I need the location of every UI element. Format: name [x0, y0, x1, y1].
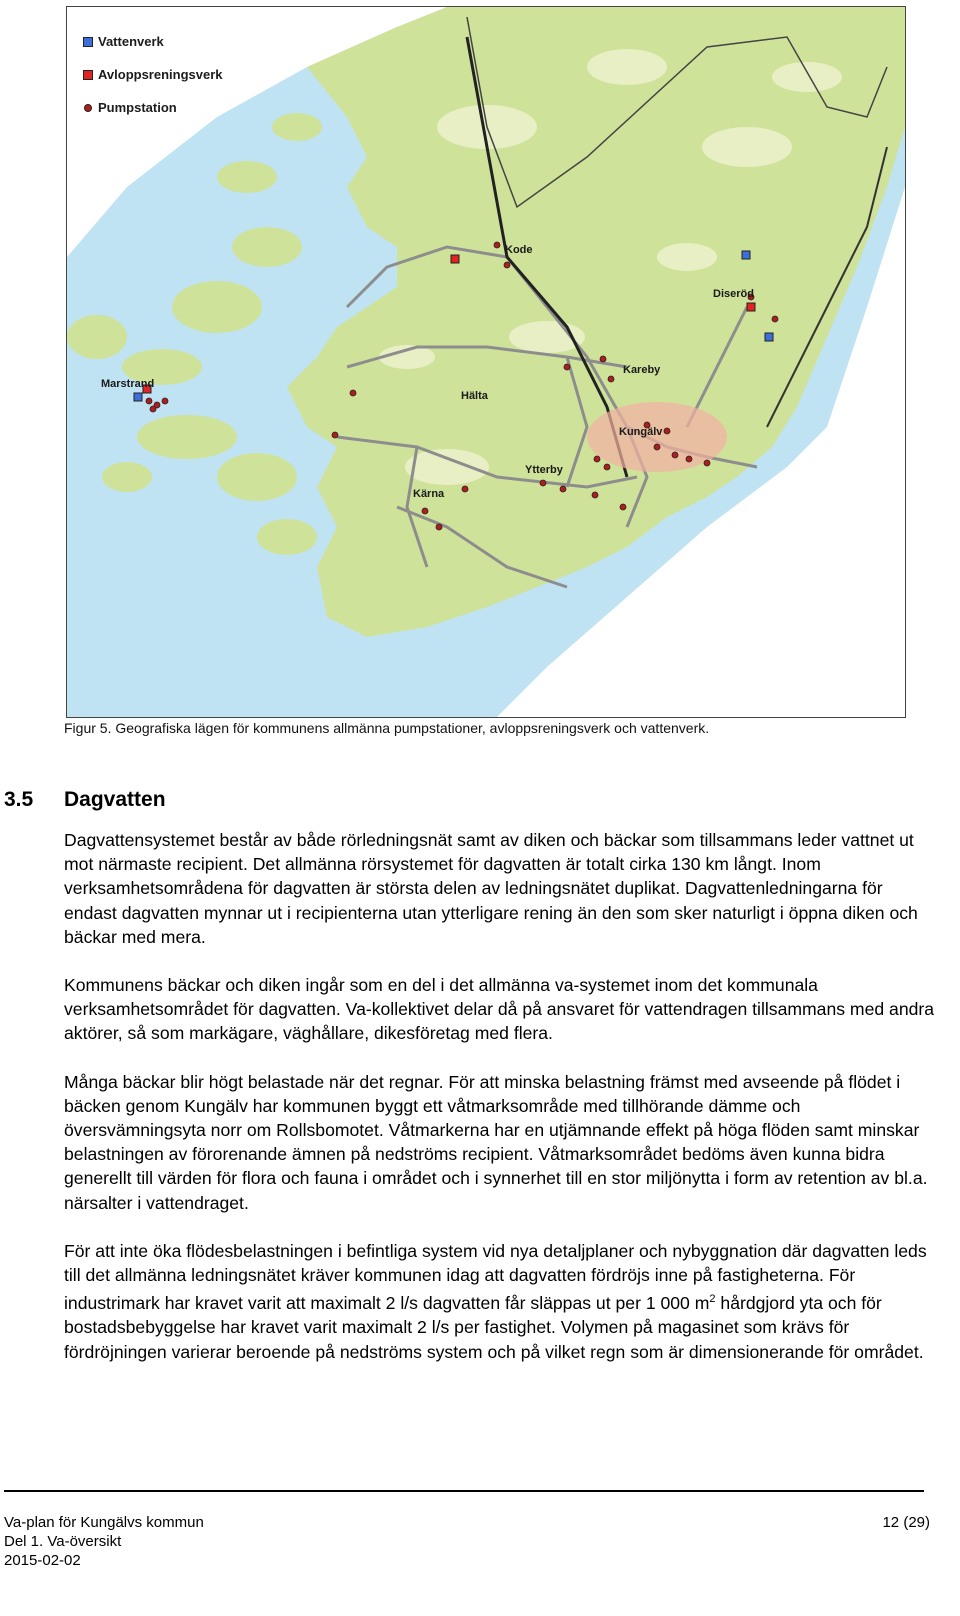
place-ytterby: Ytterby: [525, 464, 563, 476]
legend-item-vattenverk: [83, 25, 223, 58]
paragraph: [64, 1239, 940, 1364]
section-heading: [4, 788, 166, 812]
paragraph: Många bäckar blir högt belastade när det regnar. För att minska belastning främst med avseende på flödet i bäcken genom Kungälv har kommunen byggt ett våtmarksområde med tillhörande dämme och översvämningsyta norr om Rollsbomotet. Våtmarkerna har en utjämnande effekt på höga flöden samt minskar belastningen av förorenande ämnen på nedströms recipient. Våtmarksområdet bedöms även kunna bidra generellt till värden för flora och fauna i området och i synnerhet till en stor miljönytta i form av retention av bl.a. närsalter i vattendraget.: [64, 1071, 928, 1213]
legend-label: Pumpstation: [98, 100, 177, 115]
paragraph-text: hårdgjord yta och för bostadsbebyggelse har kravet varit maximalt 2 l/s per fastighet. Volymen på magasinet som krävs för fördröjningen varierar beroende på nedströms system och på vilket regn som är dimensionerande för området.: [64, 1293, 924, 1362]
legend-label: Avloppsreningsverk: [98, 67, 223, 82]
legend-label: Vattenverk: [98, 34, 164, 49]
section-number: 3.5: [4, 788, 34, 811]
figure-caption: Figur 5. Geografiska lägen för kommunens allmänna pumpstationer, avloppsreningsverk och vattenverk.: [64, 720, 710, 736]
footer-part: Del 1. Va-översikt: [4, 1533, 122, 1550]
page-number: 12 (29): [882, 1514, 930, 1531]
map-figure: [66, 6, 906, 718]
place-kareby: Kareby: [623, 364, 661, 376]
paragraph-text: För att inte öka flödesbelastningen i befintliga system vid nya detaljplaner och nybyggnation där dagvatten leds till det allmänna ledningsnätet kräver kommunen idag att dagvatten fördröjs inne på fastigheterna. För industrimark har kravet varit att maximalt 2 l/s dagvatten får släppas ut per 1 000 m: [64, 1240, 927, 1314]
place-halta: Hälta: [461, 390, 488, 402]
superscript: 2: [709, 1293, 716, 1306]
paragraph: Dagvattensystemet består av både rörledningsnät samt av diken och bäckar som tillsammans leder vattnet ut mot närmaste recipient. Det allmänna rörsystemet för dagvatten är totalt cirka 130 km långt. Inom verksamhetsområdena för dagvatten är största delen av ledningsnätet duplikat. Dagvattenledningarna för endast dagvatten mynnar ut i recipienterna utan ytterligare rening än den som sker naturligt i öppna diken och bäckar med mera.: [64, 830, 918, 947]
legend-item-avloppsreningsverk: [83, 58, 223, 91]
page-footer: [4, 1513, 930, 1570]
place-karna: Kärna: [413, 488, 445, 500]
section-title: Dagvatten: [64, 788, 166, 811]
footer-date: 2015-02-02: [4, 1552, 81, 1569]
legend-item-pumpstation: [83, 91, 223, 124]
paragraph: Kommunens bäckar och diken ingår som en del i det allmänna va-systemet inom det kommunala verksamhetsområdet för dagvatten. Va-kollektivet delar då på ansvaret för vattendragen tillsammans med andra aktörer, så som markägare, väghållare, dikesföretag med flera.: [64, 975, 935, 1044]
red-square-icon: [83, 70, 93, 80]
place-kungalv: Kungälv: [619, 426, 663, 438]
place-diserod: Diseröd: [713, 288, 754, 300]
section-body: [64, 828, 940, 1388]
place-kode: Kode: [505, 244, 533, 256]
footer-title: Va-plan för Kungälvs kommun: [4, 1514, 204, 1531]
place-marstrand: Marstrand: [101, 378, 155, 390]
footer-divider: [4, 1490, 924, 1492]
red-dot-icon: [84, 104, 92, 112]
blue-square-icon: [83, 37, 93, 47]
map-legend: [83, 25, 223, 124]
land-area: [287, 7, 905, 637]
